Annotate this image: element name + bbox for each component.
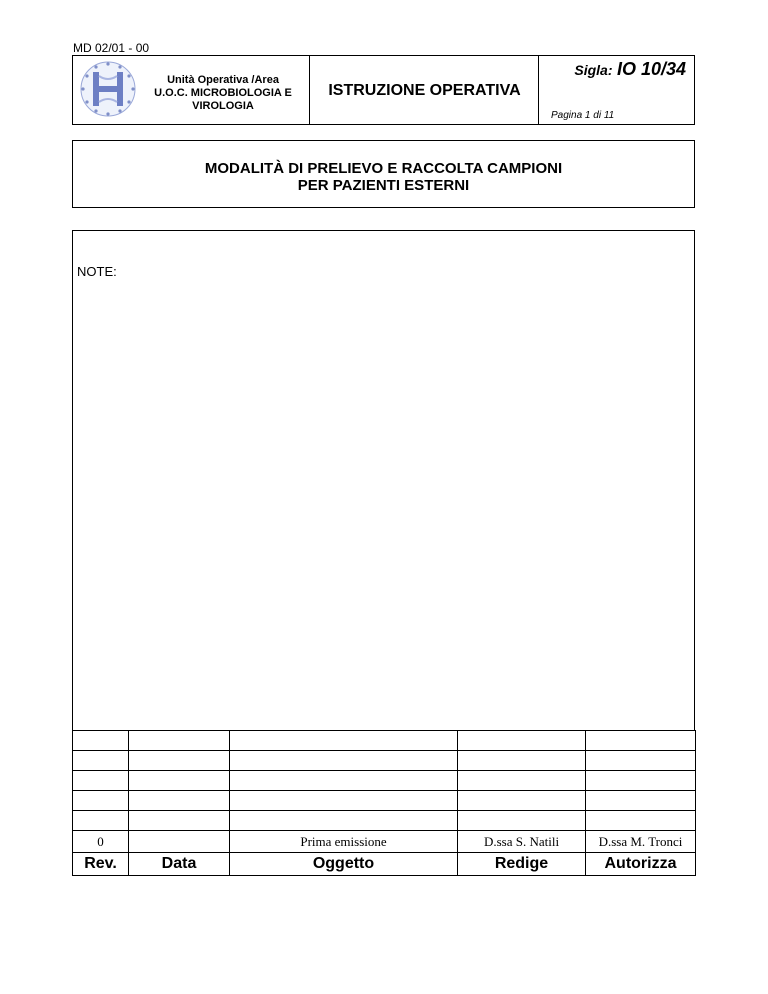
title-line-2: PER PAZIENTI ESTERNI — [297, 177, 470, 194]
header-oggetto: Oggetto — [230, 853, 458, 876]
document-title — [73, 160, 694, 194]
header-autorizza: Autorizza — [586, 853, 696, 876]
document-header — [72, 55, 695, 125]
table-row — [73, 731, 696, 751]
unit-line-2: U.O.C. MICROBIOLOGIA E — [154, 87, 292, 99]
hospital-logo-icon — [79, 60, 137, 118]
header-type-cell — [310, 56, 539, 124]
document-code: MD 02/01 - 00 — [73, 41, 150, 55]
revision-header-row — [73, 853, 696, 876]
notes-label: NOTE: — [77, 264, 117, 279]
table-row — [73, 751, 696, 771]
unit-name — [137, 74, 309, 113]
unit-line-1: Unità Operativa /Area — [167, 74, 279, 86]
unit-line-3: VIROLOGIA — [192, 100, 254, 112]
table-row — [73, 791, 696, 811]
header-sigla-cell — [539, 56, 694, 124]
sigla — [574, 59, 686, 80]
document-title-box — [72, 140, 695, 208]
revision-date — [129, 831, 230, 853]
sigla-label: Sigla: — [574, 62, 613, 78]
revision-entry-row — [73, 831, 696, 853]
revision-approver: D.ssa M. Tronci — [586, 831, 696, 853]
title-line-1: MODALITÀ DI PRELIEVO E RACCOLTA CAMPIONI — [204, 160, 563, 177]
revision-subject: Prima emissione — [230, 831, 458, 853]
header-data: Data — [129, 853, 230, 876]
revision-table — [72, 730, 696, 876]
table-row — [73, 771, 696, 791]
header-rev: Rev. — [73, 853, 129, 876]
sigla-code: IO 10/34 — [616, 59, 686, 79]
document-type: ISTRUZIONE OPERATIVA — [328, 82, 521, 99]
header-unit-cell — [73, 56, 310, 124]
revision-number: 0 — [73, 831, 129, 853]
revision-author: D.ssa S. Natili — [458, 831, 586, 853]
table-row — [73, 811, 696, 831]
header-redige: Redige — [458, 853, 586, 876]
notes-box — [72, 230, 695, 730]
page-number: Pagina 1 di 11 — [551, 110, 615, 121]
